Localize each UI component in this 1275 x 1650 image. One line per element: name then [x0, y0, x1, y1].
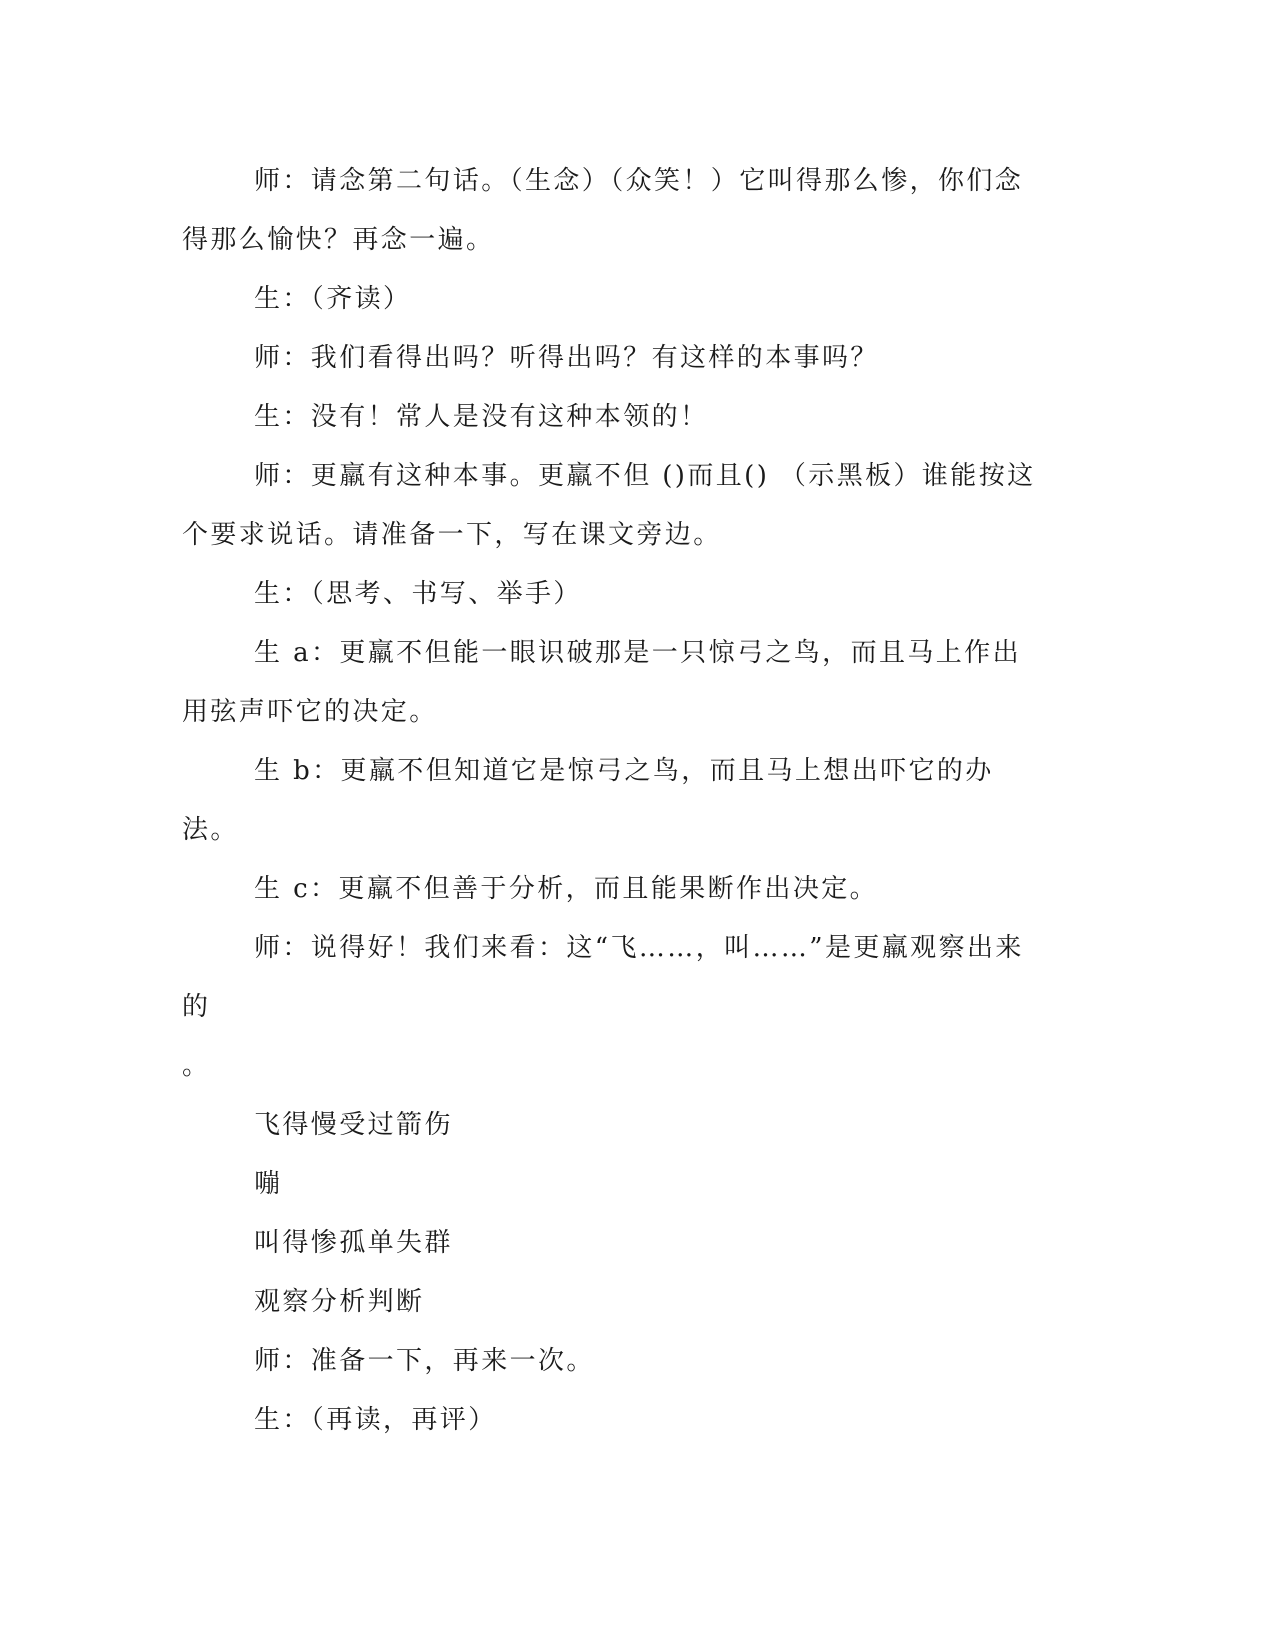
paragraph-17: 生：（再读，再评）	[254, 1405, 497, 1435]
paragraph-5: 师：更羸有这种本事。更羸不但 ()而且() （示黑板）谁能按这个要求说话。请准备一下，写在课文旁边。	[182, 461, 1036, 550]
paragraph-9: 生 c：更羸不但善于分析，而且能果断作出决定。	[254, 874, 879, 904]
paragraph-4: 生：没有！常人是没有这种本领的！	[254, 402, 709, 432]
paragraph-10: 师：说得好！我们来看：这“飞……，叫……”是更羸观察出来的	[182, 933, 1024, 1022]
paragraph-2: 生：（齐读）	[254, 284, 412, 314]
paragraph-11-period: 。	[182, 1051, 211, 1081]
paragraph-7: 生 a：更羸不但能一眼识破那是一只惊弓之鸟，而且马上作出用弦声吓它的决定。	[182, 638, 1021, 727]
paragraph-3: 师：我们看得出吗？听得出吗？有这样的本事吗？	[254, 343, 879, 373]
paragraph-16: 师：准备一下，再来一次。	[254, 1346, 595, 1376]
board-line-3: 叫得惨孤单失群	[254, 1228, 453, 1258]
board-line-1: 飞得慢受过箭伤	[254, 1110, 453, 1140]
paragraph-1: 师：请念第二句话。（生念）（众笑！）它叫得那么惨，你们念得那么愉快？再念一遍。	[182, 166, 1024, 255]
document-body	[182, 152, 1042, 1450]
paragraph-8: 生 b：更羸不但知道它是惊弓之鸟，而且马上想出吓它的办法。	[182, 756, 994, 845]
board-line-4: 观察分析判断	[254, 1287, 425, 1317]
paragraph-6: 生：（思考、书写、举手）	[254, 579, 582, 609]
board-line-2: 嘣	[254, 1169, 283, 1199]
